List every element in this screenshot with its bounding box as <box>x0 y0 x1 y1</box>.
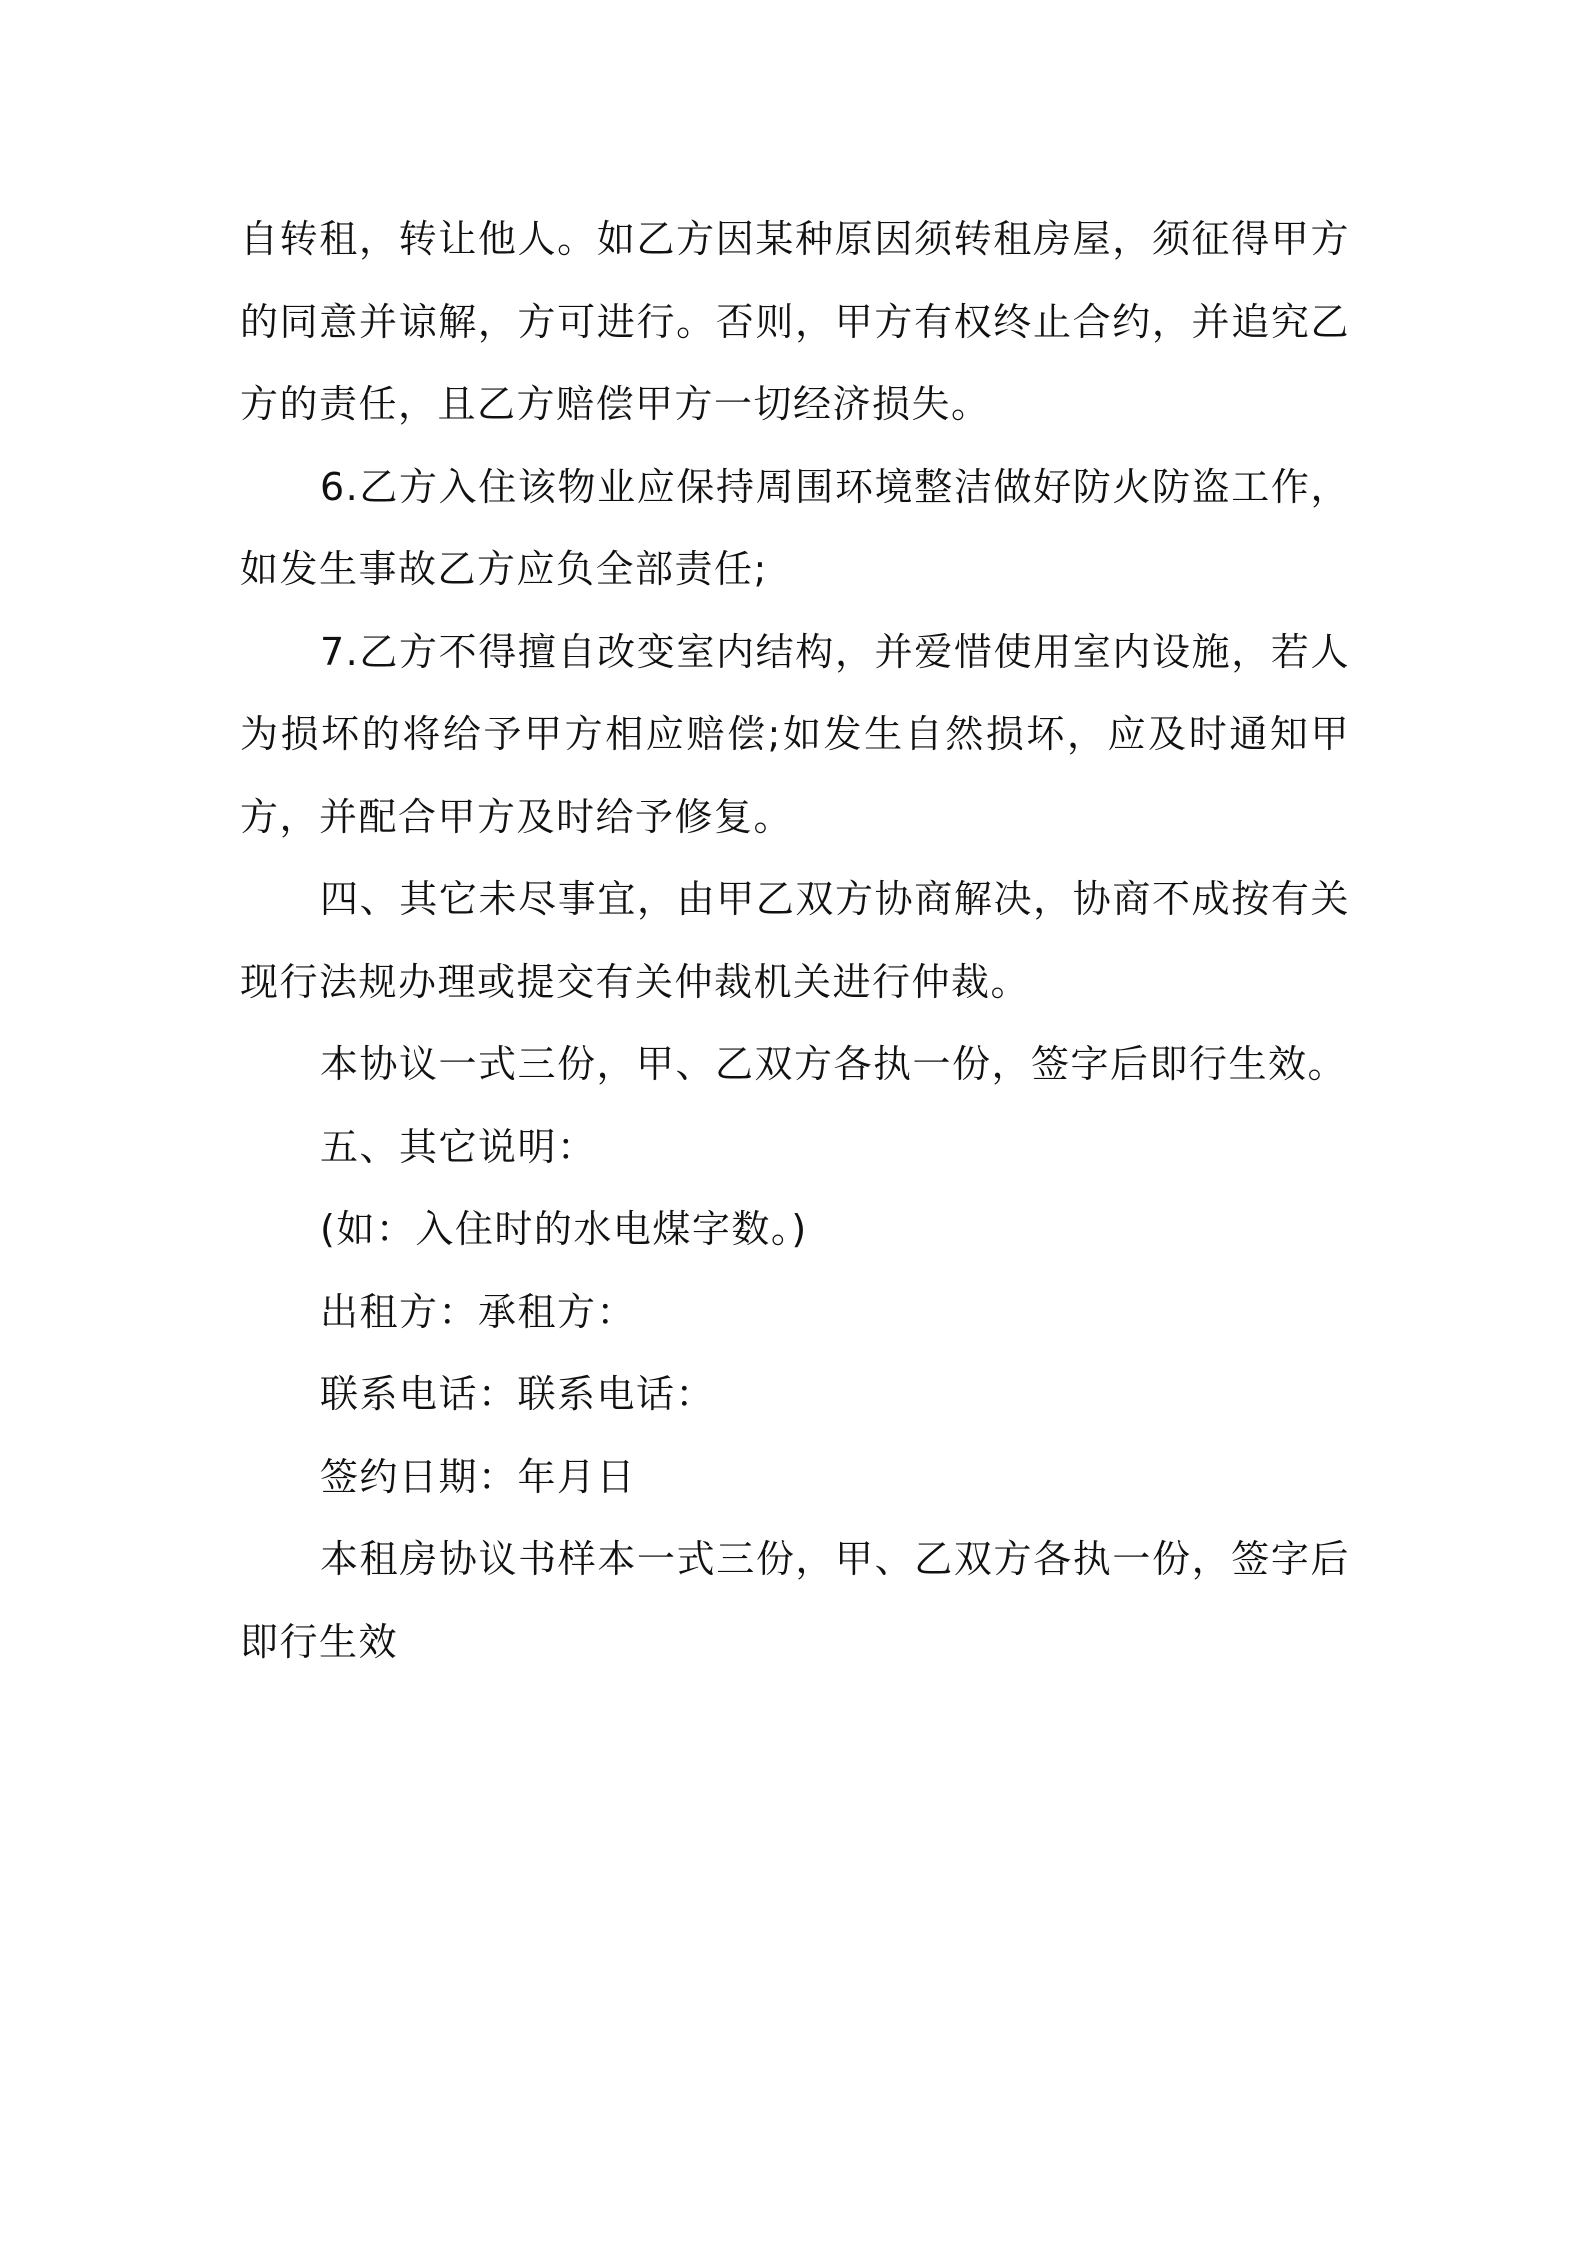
document-body <box>240 198 1350 1683</box>
paragraph-section-4: 四、其它未尽事宜，由甲乙双方协商解决，协商不成按有关现行法规办理或提交有关仲裁机关进行仲裁。 <box>240 877 1350 1004</box>
paragraph-section-5-heading: 五、其它说明： <box>320 1124 597 1169</box>
paragraph-sign-date: 签约日期：年月日 <box>320 1454 637 1499</box>
paragraph-parties: 出租方：承租方： <box>320 1289 637 1334</box>
paragraph-copies: 本协议一式三份，甲、乙双方各执一份，签字后即行生效。 <box>320 1042 1348 1086</box>
paragraph-clause-6: 6.乙方入住该物业应保持周围环境整洁做好防火防盗工作，如发生事故乙方应负全部责任; <box>240 464 1350 591</box>
paragraph-clause-7: 7.乙方不得擅自改变室内结构，并爱惜使用室内设施，若人为损坏的将给予甲方相应赔偿;如发生自然损坏，应及时通知甲方，并配合甲方及时给予修复。 <box>240 629 1350 839</box>
paragraph-phones: 联系电话：联系电话： <box>320 1372 716 1416</box>
paragraph-sublet-clause: 自转租，转让他人。如乙方因某种原因须转租房屋，须征得甲方的同意并谅解，方可进行。否则，甲方有权终止合约，并追究乙方的责任，且乙方赔偿甲方一切经济损失。 <box>240 217 1350 426</box>
paragraph-closing: 本租房协议书样本一式三份，甲、乙双方各执一份，签字后即行生效 <box>240 1537 1350 1664</box>
paragraph-section-5-note: (如：入住时的水电煤字数。) <box>320 1207 808 1251</box>
